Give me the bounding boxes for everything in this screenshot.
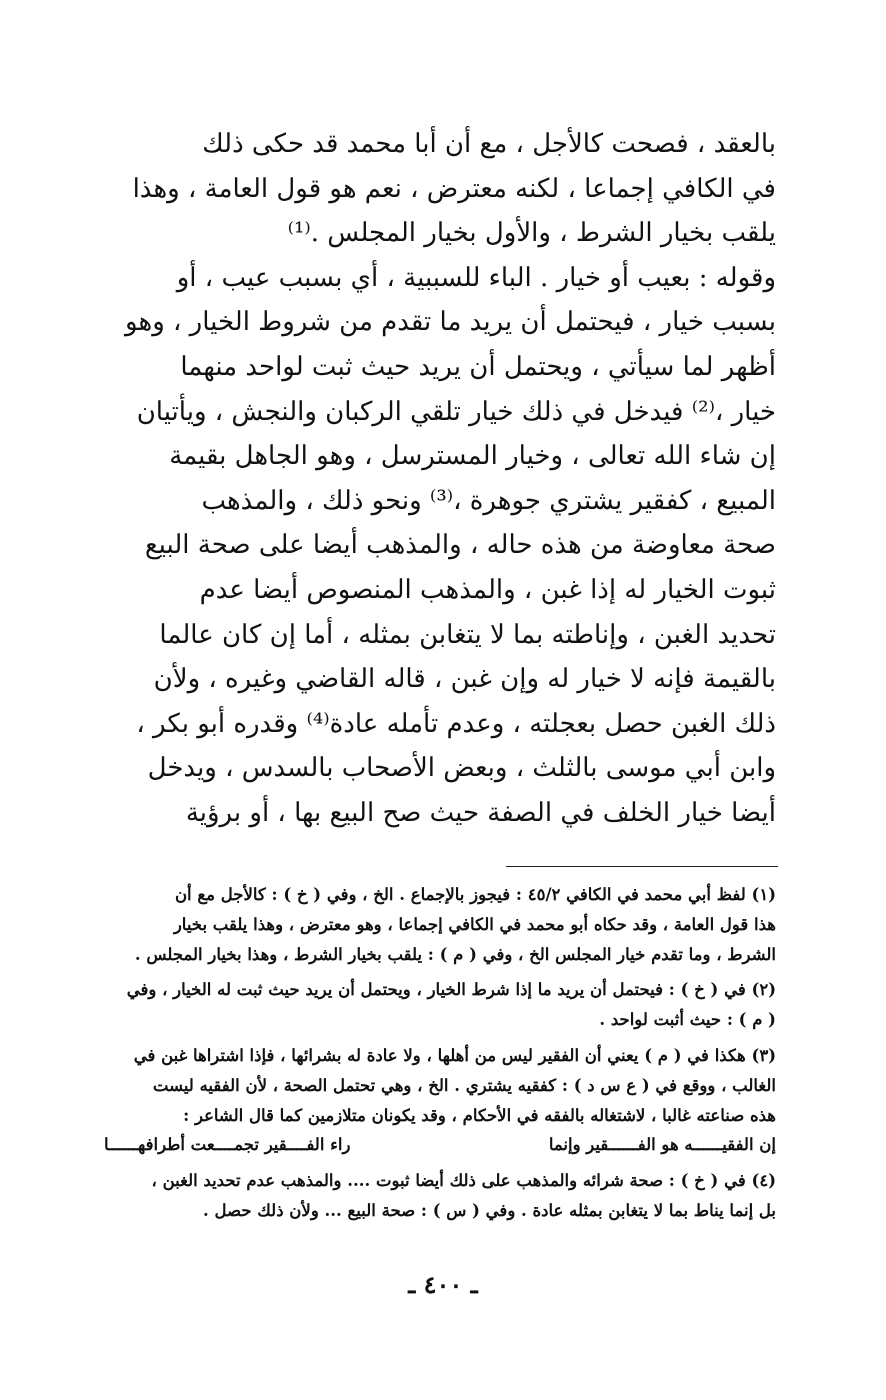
main-line: بسبب خيار ، فيحتمل أن يريد ما تقدم من شروط الخيار ، وهو <box>125 307 776 338</box>
footnote-line: هذا قول العامة ، وقد حكاه أبو محمد في الكافي إجماعا ، وهو معترض ، وهذا يلقب بخيار <box>173 914 776 934</box>
main-line: ثبوت الخيار له إذا غبن ، والمذهب المنصوص أيضا عدم <box>199 574 776 605</box>
main-line: أيضا خيار الخلف في الصفة حيث صح البيع بها ، أو برؤية <box>185 797 776 828</box>
footnote-line: بل إنما يناط بما لا يتغابن بمثله عادة . وفي ( س ) : صحة البيع ... ولأن ذلك حصل . <box>203 1201 776 1221</box>
main-text <box>104 122 776 836</box>
footnote-2 <box>104 975 776 1035</box>
main-line: يلقب بخيار الشرط ، والأول بخيار المجلس .⁽¹⁾ <box>287 218 776 249</box>
verse-first-hemistich: إن الفقيــــــه هو الفــــــقير وإنما <box>548 1135 776 1155</box>
footnotes <box>104 880 776 1226</box>
main-line: بالقيمة فإنه لا خيار له وإن غبن ، قاله القاضي وغيره ، ولأن <box>153 664 776 695</box>
page-number: ـ ٤٠٠ ـ <box>408 1270 478 1299</box>
footnote-line: هذه صناعته غالبا ، لاشتغاله بالفقه في الأحكام ، وقد يكونان متلازمين كما قال الشاعر : <box>183 1105 776 1125</box>
footnote-line: (٤) في ( خ ) : صحة شرائه والمذهب على ذلك أيضا ثبوت .... والمذهب عدم تحديد الغبن ، <box>151 1171 776 1191</box>
main-line: صحة معاوضة من هذه حاله ، والمذهب أيضا على صحة البيع <box>144 530 776 561</box>
main-line: تحديد الغبن ، وإناطته بما لا يتغابن بمثله ، أما إن كان عالما <box>159 619 776 650</box>
footnote-3 <box>104 1041 776 1160</box>
main-line: في الكافي إجماعا ، لكنه معترض ، نعم هو قول العامة ، وهذا <box>132 173 776 204</box>
main-line: وقوله : بعيب أو خيار . الباء للسببية ، أي بسبب عيب ، أو <box>176 262 776 293</box>
main-line: ذلك الغبن حصل بعجلته ، وعدم تأمله عادة⁽⁴⁾ وقدره أبو بكر ، <box>136 708 776 739</box>
main-line: إن شاء الله تعالى ، وخيار المسترسل ، وهو الجاهل بقيمة <box>169 441 776 472</box>
main-line: وابن أبي موسى بالثلث ، وبعض الأصحاب بالسدس ، ويدخل <box>147 753 776 784</box>
footnote-line: الغالب ، ووقع في ( ع س د ) : كفقيه يشتري . الخ ، وهي تحتمل الصحة ، لأن الفقيه ليست <box>152 1075 776 1095</box>
footnote-divider <box>506 866 778 867</box>
footnote-line: (٢) في ( خ ) : فيحتمل أن يريد ما إذا شرط الخيار ، ويحتمل أن يريد حيث ثبت له الخيار ، وفي <box>126 980 776 1000</box>
footnote-line: الشرط ، وما تقدم خيار المجلس الخ ، وفي ( م ) : يلقب بخيار الشرط ، وهذا بخيار المجلس . <box>134 944 776 964</box>
footnote-4 <box>104 1166 776 1226</box>
verse-second-hemistich: راء الفــــقير تجمــــعت أطرافهــــــا <box>104 1135 351 1155</box>
footnote-1 <box>104 880 776 969</box>
main-line: أظهر لما سيأتي ، ويحتمل أن يريد حيث ثبت لواحد منهما <box>180 351 776 382</box>
main-line: خيار ،⁽²⁾ فيدخل في ذلك خيار تلقي الركبان والنجش ، ويأتيان <box>136 396 776 427</box>
main-line: بالعقد ، فصحت كالأجل ، مع أن أبا محمد قد حكى ذلك <box>202 129 776 159</box>
main-line: المبيع ، كفقير يشتري جوهرة ،⁽³⁾ ونحو ذلك ، والمذهب <box>201 485 776 516</box>
footnote-line: (١) لفظ أبي محمد في الكافي ٤٥/٢ : فيجوز بالإجماع . الخ ، وفي ( خ ) : كالأجل مع أن <box>174 885 776 904</box>
footnote-line: (٣) هكذا في ( م ) يعني أن الفقير ليس من أهلها ، ولا عادة له بشرائها ، فإذا اشتراها غبن في <box>133 1045 776 1065</box>
poetry-verse <box>104 1130 776 1160</box>
footnote-line: ( م ) : حيث أثبت لواحد . <box>599 1010 776 1030</box>
